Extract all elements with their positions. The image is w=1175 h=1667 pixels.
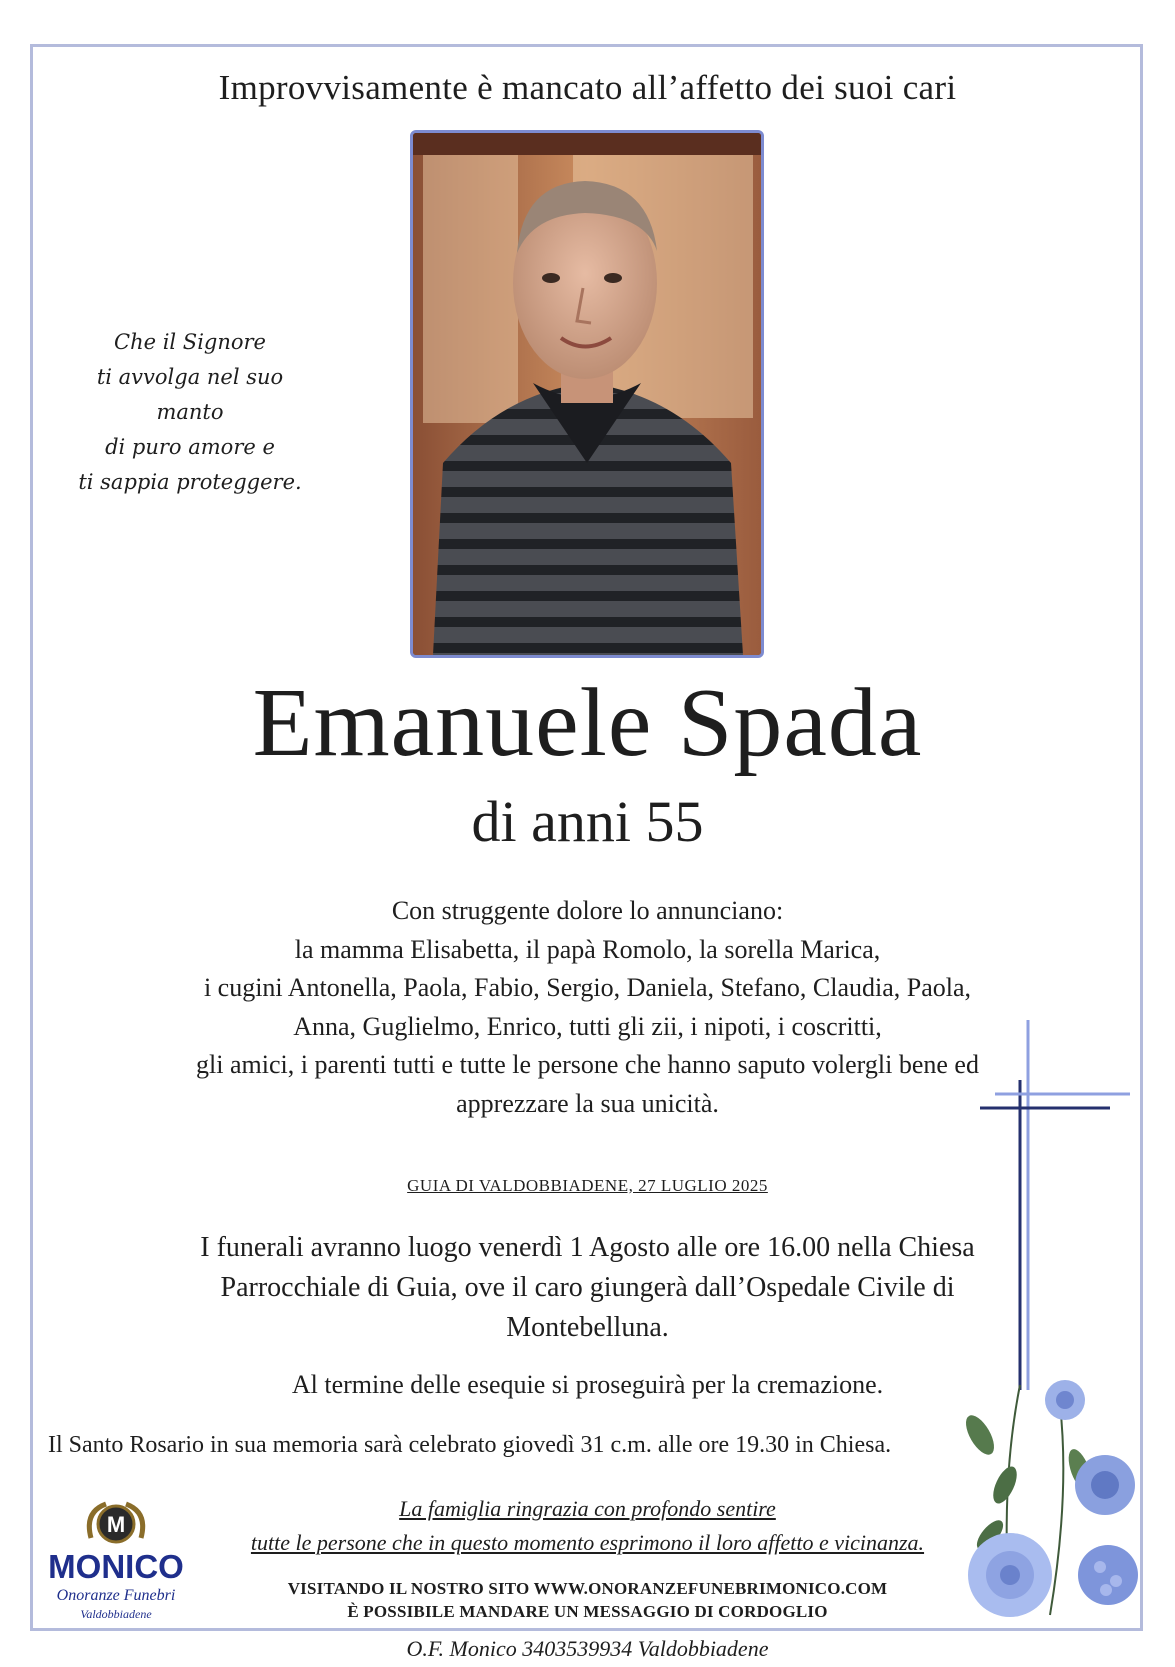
deceased-age: di anni 55 [471, 789, 704, 854]
flower-decoration [960, 1375, 1143, 1625]
headline: Improvvisamente è mancato all’affetto dei suoi cari [218, 68, 957, 107]
rosary-note: Il Santo Rosario in sua memoria sarà celebrato giovedì 31 c.m. alle ore 19.30 in Chiesa. [48, 1432, 892, 1458]
funeral-line: Montebelluna. [506, 1312, 669, 1343]
portrait-photo [410, 130, 764, 658]
announcement-line: apprezzare la sua unicità. [456, 1088, 719, 1118]
logo-letter: M [106, 1512, 126, 1537]
cremation-note: Al termine delle esequie si proseguirà per la cremazione. [291, 1370, 884, 1399]
funeral-line: I funerali avranno luogo venerdì 1 Agosto alle ore 16.00 nella Chiesa [200, 1232, 975, 1263]
thanks-line: La famiglia ringrazia con profondo sentire [399, 1496, 776, 1521]
prayer-line: di puro amore e [105, 435, 275, 459]
website-line: È POSSIBILE MANDARE UN MESSAGGIO DI CORDOGLIO [347, 1602, 828, 1621]
logo-town: Valdobbiadene [80, 1607, 152, 1621]
prayer-line: ti sappia proteggere. [78, 470, 302, 494]
family-thanks [200, 1492, 975, 1560]
logo-subtitle: Onoranze Funebri [56, 1587, 176, 1604]
cross-decoration [980, 1020, 1130, 1390]
announcement-line: Con struggente dolore lo annunciano: [391, 896, 784, 925]
thanks-line: tutte le persone che in questo momento esprimono il loro affetto e vicinanza. [250, 1530, 925, 1555]
deceased-name: Emanuele Spada [252, 669, 923, 777]
funeral-line: Parrocchiale di Guia, ove il caro giungerà dall’Ospedale Civile di [220, 1272, 955, 1303]
announcement-line: Anna, Guglielmo, Enrico, tutti gli zii, i nipoti, i coscritti, [293, 1011, 882, 1041]
footer-contact: O.F. Monico 3403539934 Valdobbiadene [406, 1636, 769, 1661]
prayer-verse [60, 325, 320, 500]
logo-brand: MONICO [48, 1548, 184, 1585]
announcement-line: la mamma Elisabetta, il papà Romolo, la sorella Marica, [294, 934, 881, 964]
prayer-line: ti avvolga nel suo manto [96, 365, 284, 424]
announcement-line: gli amici, i parenti tutti e tutte le persone che hanno saputo volergli bene ed [196, 1050, 979, 1079]
website-note [240, 1577, 935, 1623]
monico-logo [36, 1500, 196, 1630]
prayer-line: Che il Signore [114, 330, 266, 354]
announcement-line: i cugini Antonella, Paola, Fabio, Sergio, Daniela, Stefano, Claudia, Paola, [203, 973, 972, 1002]
website-line: VISITANDO IL NOSTRO SITO WWW.ONORANZEFUNEBRIMONICO.COM [287, 1579, 888, 1598]
place-date: GUIA DI VALDOBBIADENE, 27 LUGLIO 2025 [407, 1176, 768, 1195]
